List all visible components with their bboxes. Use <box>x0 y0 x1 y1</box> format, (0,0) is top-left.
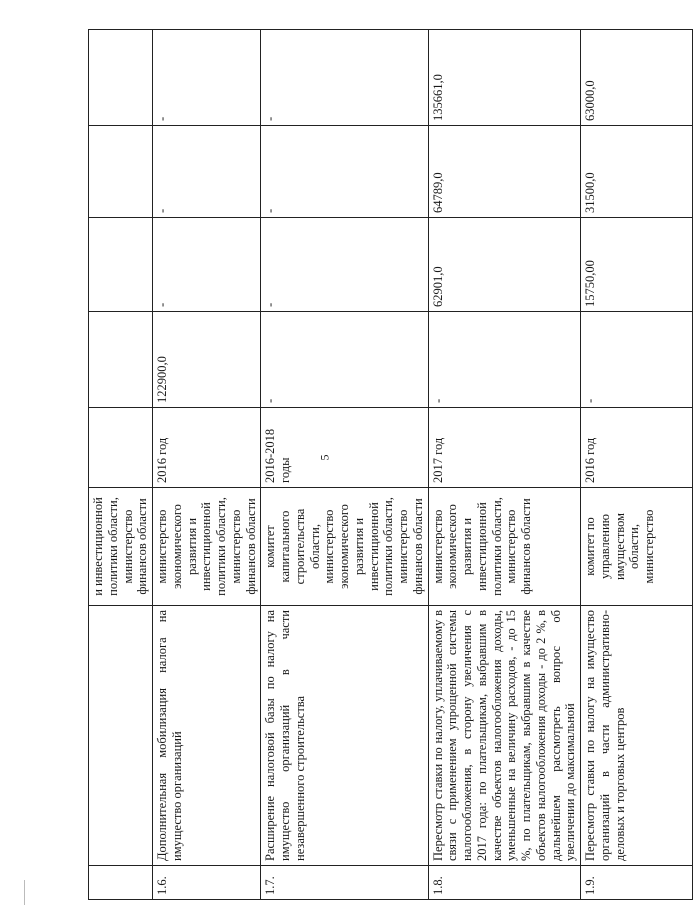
implementation-period: 2016 год <box>581 408 693 488</box>
value-cell: 135661,0 <box>428 30 581 126</box>
value-cell: - <box>153 126 261 218</box>
measure-description: Дополнительная мобилизация налога на имущество организаций <box>153 606 261 866</box>
row-number: 1.9. <box>581 866 693 900</box>
value-cell: 15750,00 <box>581 218 693 312</box>
responsible-executor: и инвестиционной политики области, министерство финансов области <box>89 488 153 606</box>
value-cell: 31500,0 <box>581 126 693 218</box>
value-cell: - <box>261 218 428 312</box>
value-cell <box>89 218 153 312</box>
table-row <box>581 30 693 900</box>
value-cell <box>89 312 153 408</box>
value-cell: - <box>153 218 261 312</box>
responsible-executor: министерство экономического развития и инвестиционной политики области, министерство финансов области <box>428 488 581 606</box>
responsible-executor: комитет капитального строительства области, министерство экономического развития и инвестиционной политики области, министерство финансов области <box>261 488 428 606</box>
implementation-period: 2016-2018 годы <box>261 408 428 488</box>
implementation-period: 2017 год <box>428 408 581 488</box>
implementation-period <box>89 408 153 488</box>
measures-table <box>88 29 693 900</box>
value-cell: - <box>261 126 428 218</box>
row-number <box>89 866 153 900</box>
value-cell: - <box>153 30 261 126</box>
value-cell: 122900,0 <box>153 312 261 408</box>
row-number: 1.7. <box>261 866 428 900</box>
value-cell <box>89 126 153 218</box>
table-row <box>428 30 581 900</box>
table-row <box>89 30 153 900</box>
table-row <box>153 30 261 900</box>
implementation-period: 2016 год <box>153 408 261 488</box>
value-cell: 63000,0 <box>581 30 693 126</box>
value-cell: 62901,0 <box>428 218 581 312</box>
value-cell: - <box>261 30 428 126</box>
measure-description <box>89 606 153 866</box>
page-number: 5 <box>317 454 332 461</box>
responsible-executor: комитет по управлению имуществом области, министерство <box>581 488 693 606</box>
scan-edge-mark <box>24 880 25 905</box>
measure-description: Пересмотр ставки по налогу на имущество организаций в части административно-деловых и торговых центров <box>581 606 693 866</box>
value-cell: 64789,0 <box>428 126 581 218</box>
row-number: 1.6. <box>153 866 261 900</box>
value-cell <box>89 30 153 126</box>
table-container <box>88 30 656 900</box>
value-cell: - <box>261 312 428 408</box>
value-cell: - <box>428 312 581 408</box>
table-row <box>261 30 428 900</box>
measure-description: Пересмотр ставки по налогу, уплачиваемому в связи с применением упрощенной системы налогообложения, в сторону увеличения с 2017 года: по плательщикам, выбравшим в качестве объектов налогообложения доходы, уменьшенные на величину расходов, - до 15 %, по плательщикам, выбравшим в качестве объектов налогообложения доходы - до 2 %, в дальнейшем рассмотреть вопрос об увеличении до максимальной <box>428 606 581 866</box>
value-cell: - <box>581 312 693 408</box>
responsible-executor: министерство экономического развития и инвестиционной политики области, министерство финансов области <box>153 488 261 606</box>
measure-description: Расширение налоговой базы по налогу на имущество организаций в части незавершенного строительства <box>261 606 428 866</box>
row-number: 1.8. <box>428 866 581 900</box>
